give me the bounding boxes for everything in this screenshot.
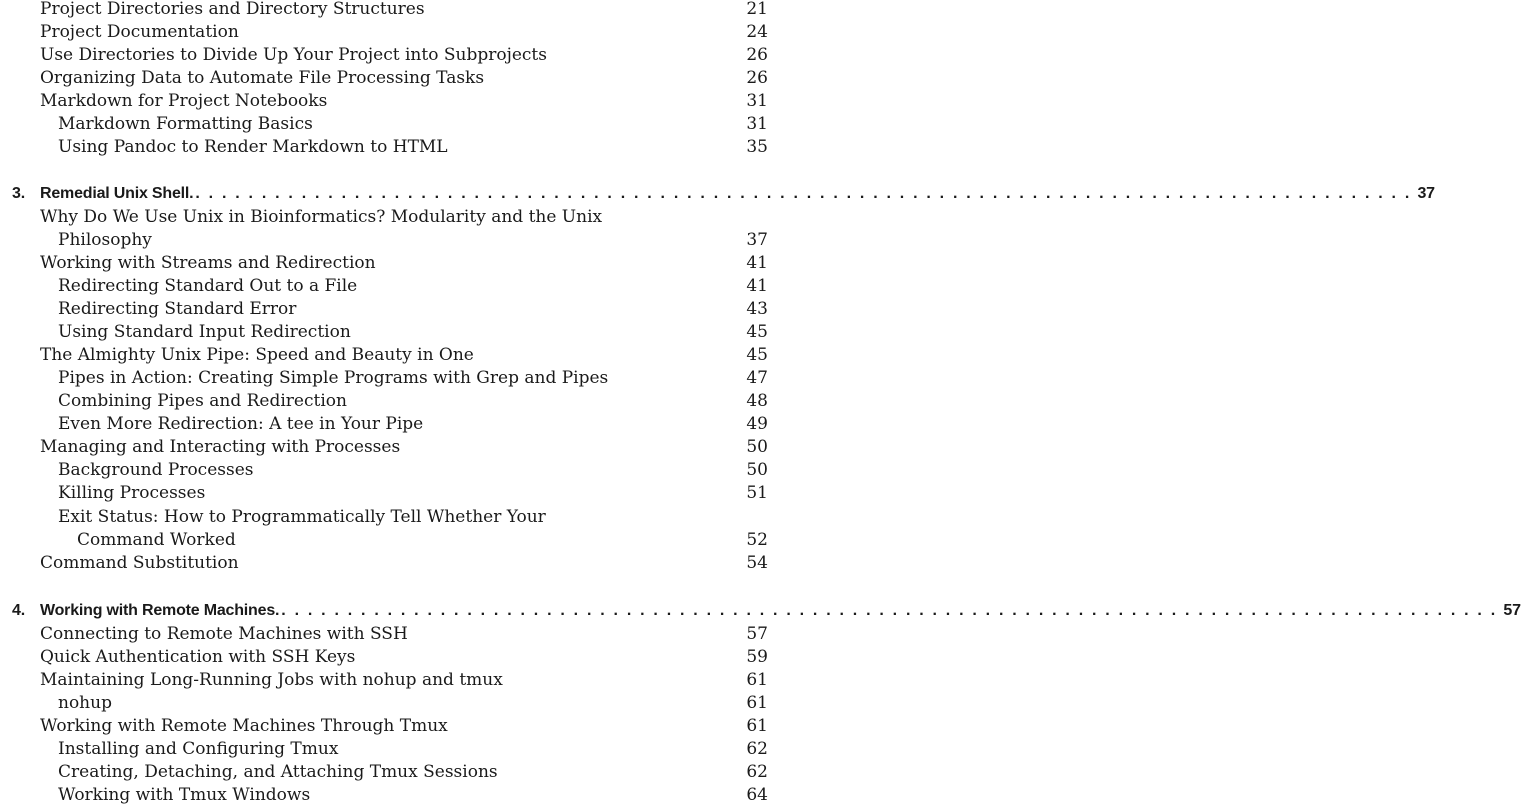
toc-entry-page: 37: [746, 230, 768, 250]
toc-entry-page: 50: [746, 437, 768, 457]
toc-entry-page: 31: [746, 114, 768, 134]
toc-entry-title: Exit Status: How to Programmatically Tell Whether Your: [58, 507, 546, 527]
toc-entry-page: 54: [746, 553, 768, 573]
toc-entry-title: Redirecting Standard Out to a File: [58, 276, 358, 296]
chapter-page: 57: [1503, 602, 1521, 619]
toc-entry-title: Pipes in Action: Creating Simple Programs with Grep and Pipes: [58, 368, 609, 388]
toc-entry-page: 61: [746, 693, 768, 713]
toc-entry-title: Killing Processes: [58, 483, 206, 503]
toc-entry-page: 57: [746, 624, 768, 644]
chapter-number: 3.: [12, 185, 25, 202]
toc-entry-title: Combining Pipes and Redirection: [58, 391, 347, 411]
toc-entry-title-continuation: Philosophy: [58, 230, 152, 250]
toc-entry-title: nohup: [58, 693, 112, 713]
toc-entry-page: 52: [746, 530, 768, 550]
toc-entry-title: Working with Tmux Windows: [58, 785, 311, 805]
toc-entry-title: Use Directories to Divide Up Your Project into Subprojects: [40, 45, 547, 65]
toc-entry-page: 31: [746, 91, 768, 111]
toc-entry-page: 49: [746, 414, 768, 434]
toc-entry-title: Installing and Configuring Tmux: [58, 739, 339, 759]
toc-entry-page: 41: [746, 276, 768, 296]
dot-leader: . . . . . . . . . . . . . . . . . . . . . . . . . . . . . . . . . . . . . . . . . . . . . . . . . . . . . . . . . . . . . . . . . . . . . . . . . . . . . . . . . . . . . . . . . . . .: [281, 602, 1498, 619]
toc-entry-title: Organizing Data to Automate File Processing Tasks: [40, 68, 485, 88]
chapter-title: Working with Remote Machines.: [40, 602, 280, 619]
toc-entry-page: 43: [746, 299, 768, 319]
toc-entry-page: 41: [746, 253, 768, 273]
toc-entry-title: Markdown Formatting Basics: [58, 114, 313, 134]
chapter-number: 4.: [12, 602, 25, 619]
toc-entry-title: The Almighty Unix Pipe: Speed and Beauty in One: [40, 345, 474, 365]
toc-entry-title: Working with Streams and Redirection: [40, 253, 376, 273]
toc-entry-page: 26: [746, 45, 768, 65]
toc-entry-title: Markdown for Project Notebooks: [40, 91, 328, 111]
toc-entry-page: 62: [746, 762, 768, 782]
toc-entry-title: Project Documentation: [40, 22, 239, 42]
toc-entry-title: Maintaining Long-Running Jobs with nohup and tmux: [40, 670, 503, 690]
toc-entry-title: Project Directories and Directory Structures: [40, 0, 425, 19]
toc-entry-page: 59: [746, 647, 768, 667]
toc-entry-page: 48: [746, 391, 768, 411]
toc-entry-page: 45: [746, 345, 768, 365]
toc-entry-title: Quick Authentication with SSH Keys: [40, 647, 356, 667]
toc-entry-title: Why Do We Use Unix in Bioinformatics? Modularity and the Unix: [40, 207, 603, 227]
toc-entry-title: Creating, Detaching, and Attaching Tmux Sessions: [58, 762, 498, 782]
toc-entry-page: 24: [746, 22, 768, 42]
toc-entry-page: 21: [746, 0, 768, 19]
toc-entry-title: Working with Remote Machines Through Tmux: [40, 716, 448, 736]
toc-entry-title: Using Standard Input Redirection: [58, 322, 351, 342]
toc-entry-title-continuation: Command Worked: [77, 530, 236, 550]
chapter-title: Remedial Unix Shell.: [40, 185, 194, 202]
toc-entry-page: 51: [746, 483, 768, 503]
toc-entry-title: Managing and Interacting with Processes: [40, 437, 401, 457]
dot-leader: . . . . . . . . . . . . . . . . . . . . . . . . . . . . . . . . . . . . . . . . . . . . . . . . . . . . . . . . . . . . . . . . . . . . . . . . . . . . . . . . . . . . . . . . . . . .: [195, 185, 1412, 202]
chapter-page: 37: [1417, 185, 1435, 202]
toc-entry-page: 47: [746, 368, 768, 388]
toc-entry-page: 61: [746, 716, 768, 736]
toc-entry-title: Using Pandoc to Render Markdown to HTML: [58, 137, 448, 157]
toc-entry-page: 35: [746, 137, 768, 157]
toc-entry-page: 64: [746, 785, 768, 805]
toc-entry-page: 26: [746, 68, 768, 88]
toc-entry-page: 61: [746, 670, 768, 690]
toc-entry-title: Command Substitution: [40, 553, 239, 573]
toc-entry-page: 62: [746, 739, 768, 759]
toc-entry-title: Background Processes: [58, 460, 254, 480]
toc-entry-title: Connecting to Remote Machines with SSH: [40, 624, 408, 644]
toc-entry-title: Even More Redirection: A tee in Your Pipe: [58, 414, 424, 434]
toc-entry-title: Redirecting Standard Error: [58, 299, 297, 319]
toc-entry-page: 50: [746, 460, 768, 480]
toc-entry-page: 45: [746, 322, 768, 342]
